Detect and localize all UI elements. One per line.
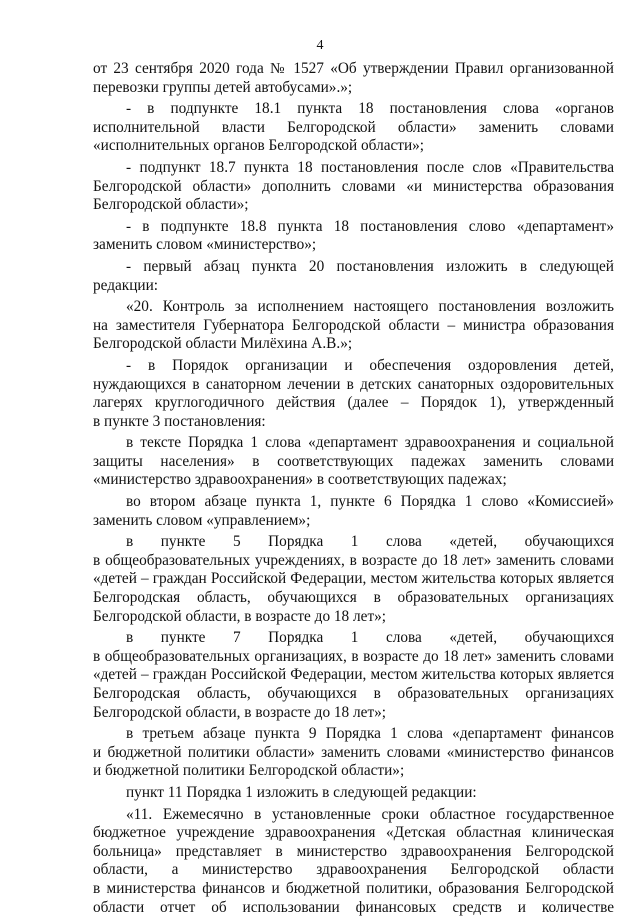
paragraph (93, 629, 614, 722)
text-line: защиты населения» в соответствующих падежах заменить словами (93, 452, 614, 470)
text-line: - в подпункте 18.8 пункта 18 постановления слово «департамент» (126, 217, 614, 235)
text-line: и бюджетной политики области» заменить словами «министерство финансов (93, 743, 614, 761)
document-body (93, 60, 614, 917)
paragraph (93, 100, 614, 156)
text-line: «детей – граждан Российской Федерации, местом жительства которых является (93, 666, 614, 684)
page-number: 4 (316, 38, 324, 53)
text-line: «20. Контроль за исполнением настоящего постановления возложить (126, 298, 614, 316)
text-line: в пункте 3 постановления: (93, 412, 266, 430)
text-line: и бюджетной политики Белгородской области»; (93, 762, 405, 780)
text-line: «министерство здравоохранения» в соответствующих падежах; (93, 471, 507, 489)
text-line: больница» представляет в министерство здравоохранения Белгородской (93, 842, 614, 860)
text-line: - в Порядок организации и обеспечения оздоровления детей, (126, 356, 614, 374)
paragraph (93, 159, 614, 215)
text-line: Белгородской области, в возрасте до 18 лет»; (93, 703, 387, 721)
paragraph (93, 258, 614, 295)
text-line: - в подпункте 18.1 пункта 18 постановления слова «органов (126, 100, 614, 118)
text-line: пункт 11 Порядка 1 изложить в следующей редакции: (126, 783, 477, 801)
paragraph (93, 357, 614, 431)
paragraph (93, 218, 614, 255)
text-line: во втором абзаце пункта 1, пункте 6 Порядка 1 слово «Комиссией» (126, 493, 614, 511)
text-line: бюджетное учреждение здравоохранения «Детская областная клиническая (93, 824, 614, 842)
text-line: в третьем абзаце пункта 9 Порядка 1 слова «департамент финансов (126, 725, 614, 743)
paragraph (93, 784, 614, 803)
paragraph (93, 434, 614, 490)
text-line: заменить словом «управлением»; (93, 511, 311, 529)
text-line: в общеобразовательных организациях, в возрасте до 18 лет» заменить словами (93, 647, 614, 665)
text-line: в пункте 7 Порядка 1 слова «детей, обучающихся (126, 629, 614, 647)
text-line: лагерях круглогодичного действия (далее – Порядок 1), утвержденный (93, 394, 614, 412)
text-line: Белгородская область, обучающихся в образовательных организациях (93, 589, 614, 607)
paragraph (93, 493, 614, 530)
text-line: - подпункт 18.7 пункта 18 постановления после слов «Правительства (126, 158, 614, 176)
text-line: заменить словом «министерство»; (93, 236, 317, 254)
text-line: - первый абзац пункта 20 постановления изложить в следующей (126, 257, 614, 275)
text-line: «детей – граждан Российской Федерации, местом жительства которых является (93, 570, 614, 588)
text-line: «11. Ежемесячно в установленные сроки областное государственное (126, 805, 614, 823)
text-line: области отчет об использовании финансовых средств и количестве (93, 898, 614, 916)
text-line: исполнительной власти Белгородской области» заменить словами (93, 118, 614, 136)
paragraph (93, 60, 614, 97)
text-line: на заместителя Губернатора Белгородской области – министра образования (93, 316, 614, 334)
text-line: нуждающихся в санаторном лечении в детских санаторных оздоровительных (93, 375, 614, 393)
text-line: области, а министерство здравоохранения Белгородской области (93, 861, 614, 879)
text-line: от 23 сентября 2020 года № 1527 «Об утверждении Правил организованной (93, 60, 614, 77)
text-line: в общеобразовательных учреждениях, в возрасте до 18 лет» заменить словами (93, 551, 614, 569)
paragraph (93, 806, 614, 917)
text-line: в пункте 5 Порядка 1 слова «детей, обучающихся (126, 533, 614, 551)
text-line: Белгородская область, обучающихся в образовательных организациях (93, 685, 614, 702)
text-line: перевозки группы детей автобусами».»; (93, 78, 353, 96)
text-line: редакции: (93, 276, 159, 294)
text-line: Белгородской области Милёхина А.В.»; (93, 335, 353, 353)
text-line: в тексте Порядка 1 слова «департамент здравоохранения и социальной (126, 434, 614, 452)
paragraph (93, 298, 614, 354)
text-line: в министерства финансов и бюджетной политики, образования Белгородской (93, 879, 614, 897)
text-line: Белгородской области, в возрасте до 18 лет»; (93, 607, 387, 625)
text-line: Белгородской области» дополнить словами «и министерства образования (93, 177, 614, 195)
paragraph (93, 725, 614, 781)
paragraph (93, 533, 614, 626)
text-line: «исполнительных органов Белгородской области»; (93, 137, 425, 155)
text-line: Белгородской области»; (93, 196, 249, 214)
